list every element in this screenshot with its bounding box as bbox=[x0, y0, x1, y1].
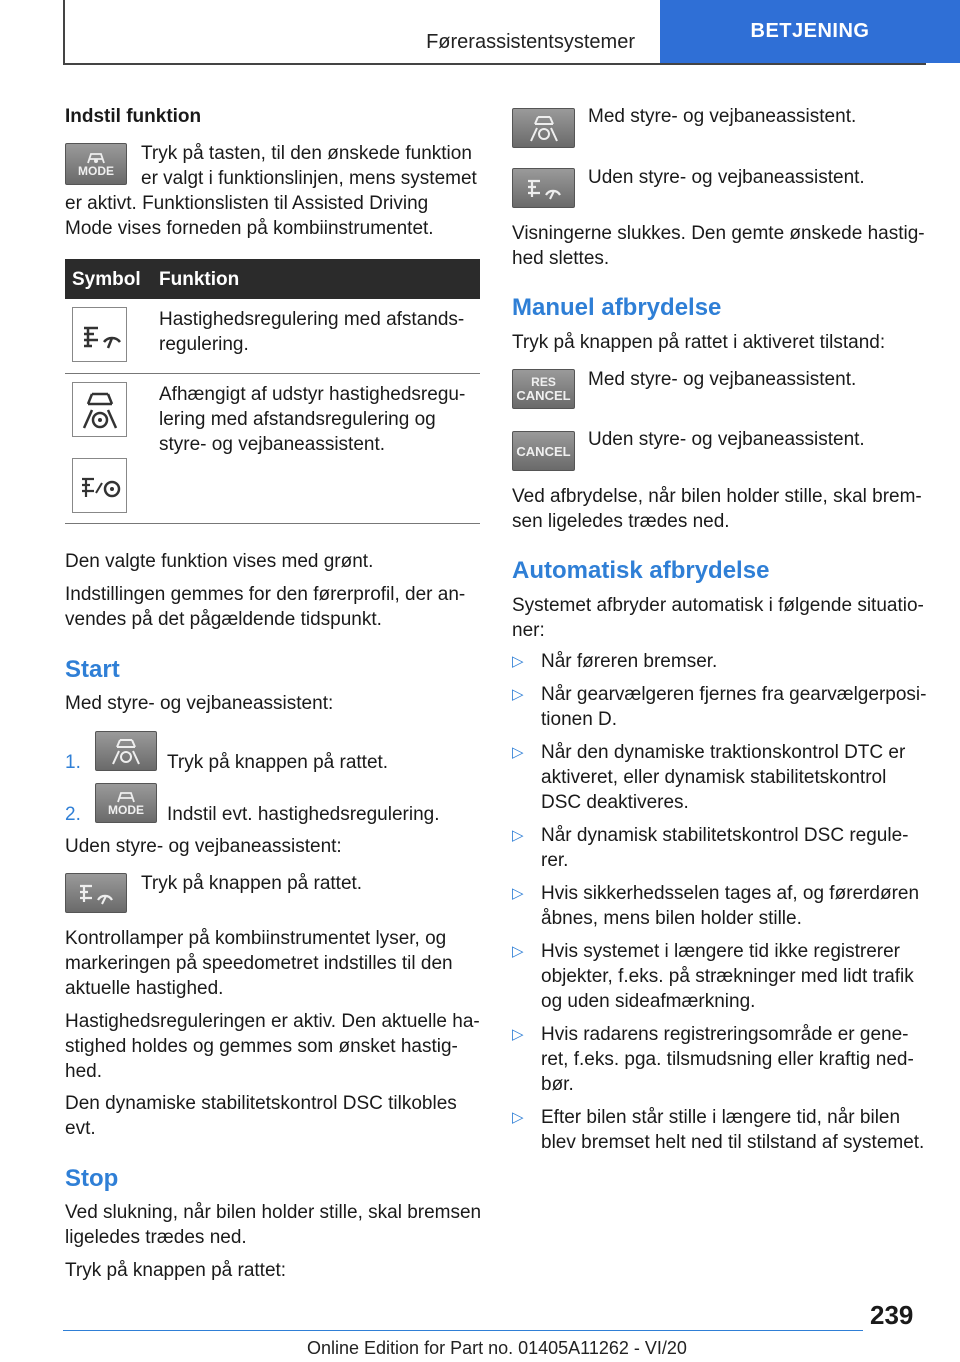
list-item-text: Når dynamisk stabilitetskontrol DSC regule- bbox=[541, 825, 909, 846]
dsc-text-l2: evt. bbox=[65, 1118, 96, 1139]
ved-text-l2: sen ligeledes trædes ned. bbox=[512, 511, 730, 532]
list-item-text: åbnes, mens bilen holder stille. bbox=[541, 908, 802, 929]
acc-button-icon-2 bbox=[512, 168, 575, 208]
car-lane-icon bbox=[113, 790, 139, 804]
list-item-text: rer. bbox=[541, 850, 569, 871]
visning-text-l1: Visningerne slukkes. Den gemte ønskede hastig- bbox=[512, 223, 925, 244]
page-number: 239 bbox=[870, 1300, 914, 1330]
manuel-heading: Manuel afbrydelse bbox=[512, 294, 722, 321]
stop-heading: Stop bbox=[65, 1165, 119, 1192]
list-item-text: objekter, f.eks. på strækninger med lidt trafik bbox=[541, 966, 914, 987]
uden-text-right: Uden styre- og vejbaneassistent. bbox=[588, 167, 865, 188]
bullet-triangle-icon: ▷ bbox=[512, 1026, 524, 1043]
indstil-text-line4: Mode vises forneden på kombiinstrumentet. bbox=[65, 218, 434, 239]
auto-heading: Automatisk afbrydelse bbox=[512, 557, 770, 584]
list-item-text: tionen D. bbox=[541, 709, 618, 730]
auto-text-l2: ner: bbox=[512, 620, 545, 641]
stop-text-l2: ligeledes trædes ned. bbox=[65, 1227, 247, 1248]
profile-text-l1: Indstillingen gemmes for den førerprofil, der an- bbox=[65, 584, 466, 605]
kontrol-text-l1: Kontrollamper på kombiinstrumentet lyser, og bbox=[65, 928, 447, 949]
table-col-symbol: Symbol bbox=[72, 269, 141, 290]
edition-text: Online Edition for Part no. 01405A11262 - VI/20 bbox=[307, 1338, 687, 1358]
list-item-text: Hvis systemet i længere tid ikke registrerer bbox=[541, 941, 900, 962]
list-item-text: ret, f.eks. pga. tilsmudsning eller kraftig ned- bbox=[541, 1049, 914, 1070]
bullet-triangle-icon: ▷ bbox=[512, 827, 524, 844]
kontrol-text-l3: aktuelle hastighed. bbox=[65, 978, 224, 999]
step1-text: Tryk på knappen på rattet. bbox=[167, 752, 389, 773]
acc-steering-symbol-icon bbox=[72, 458, 127, 513]
list-item-text: bør. bbox=[541, 1074, 574, 1095]
table-row1-text-l1: Hastighedsregulering med afstands- bbox=[159, 309, 465, 330]
list-item-text: Når gearvælgeren fjernes fra gearvælgerposi- bbox=[541, 684, 927, 705]
bullet-triangle-icon: ▷ bbox=[512, 653, 524, 670]
indstil-heading: Indstil funktion bbox=[65, 106, 202, 127]
manuel-intro: Tryk på knappen på rattet i aktiveret tilstand: bbox=[512, 332, 886, 353]
profile-text-l2: vendes på det pågældende tidspunkt. bbox=[65, 609, 382, 630]
green-info-text: Den valgte funktion vises med grønt. bbox=[65, 551, 374, 572]
table-row1-text-l2: regulering. bbox=[159, 334, 249, 355]
step2-text: Indstil evt. hastighedsregulering. bbox=[167, 804, 440, 825]
lane-assist-button-icon-2 bbox=[512, 108, 575, 148]
ved-text-l1: Ved afbrydelse, når bilen holder stille, skal brem- bbox=[512, 486, 922, 507]
list-item-text: blev bremset helt ned til stilstand af systemet. bbox=[541, 1132, 925, 1153]
indstil-text-line2: er valgt i funktionslinjen, mens systemet bbox=[141, 168, 477, 189]
table-row2-text-l3: styre- og vejbaneassistent. bbox=[159, 434, 386, 455]
bullet-triangle-icon: ▷ bbox=[512, 1109, 524, 1126]
med-text: Med styre- og vejbaneassistent. bbox=[588, 106, 857, 127]
list-item-text: Når føreren bremser. bbox=[541, 651, 718, 672]
step2-number: 2. bbox=[65, 804, 81, 825]
list-item-text: Hvis radarens registreringsområde er gene- bbox=[541, 1024, 909, 1045]
list-item-text: Når den dynamiske traktionskontrol DTC er bbox=[541, 742, 906, 763]
table-col-funktion: Funktion bbox=[159, 269, 240, 290]
bullet-triangle-icon: ▷ bbox=[512, 744, 524, 761]
table-row2-text-l2: lering med afstandsregulering og bbox=[159, 409, 436, 430]
car-lane-icon bbox=[83, 151, 109, 165]
header-rule bbox=[63, 63, 926, 65]
table-row-divider bbox=[65, 373, 480, 374]
indstil-text-line1: Tryk på tasten, til den ønskede funktion bbox=[141, 143, 472, 164]
chapter-tab: BETJENING bbox=[660, 0, 960, 63]
list-item-text: Hvis sikkerhedsselen tages af, og førerdøren bbox=[541, 883, 920, 904]
mode-button-icon-2: MODE bbox=[95, 783, 157, 823]
start-heading: Start bbox=[65, 656, 120, 683]
header-divider bbox=[63, 0, 65, 65]
med-text-2: Med styre- og vejbaneassistent. bbox=[588, 369, 857, 390]
acc-button-icon bbox=[65, 873, 127, 913]
list-item-text: DSC deaktiveres. bbox=[541, 792, 689, 813]
visning-text-l2: hed slettes. bbox=[512, 248, 610, 269]
cancel-button-icon: CANCEL bbox=[512, 431, 575, 471]
list-item-text: Efter bilen står stille i længere tid, når bilen bbox=[541, 1107, 901, 1128]
acc-symbol-icon bbox=[72, 307, 127, 362]
res-cancel-button-icon: RES CANCEL bbox=[512, 369, 575, 409]
hast-text-l1: Hastighedsreguleringen er aktiv. Den aktuelle ha- bbox=[65, 1011, 480, 1032]
table-row2-text-l1: Afhængigt af udstyr hastighedsregu- bbox=[159, 384, 466, 405]
bullet-triangle-icon: ▷ bbox=[512, 686, 524, 703]
auto-text-l1: Systemet afbryder automatisk i følgende situatio- bbox=[512, 595, 924, 616]
hast-text-l3: hed. bbox=[65, 1061, 102, 1082]
dsc-text-l1: Den dynamiske stabilitetskontrol DSC tilkobles bbox=[65, 1093, 457, 1114]
lane-assist-symbol-icon bbox=[72, 382, 127, 437]
bullet-triangle-icon: ▷ bbox=[512, 885, 524, 902]
table-bottom-rule bbox=[65, 523, 480, 524]
bullet-triangle-icon: ▷ bbox=[512, 943, 524, 960]
step1-number: 1. bbox=[65, 752, 81, 773]
uden-text-2: Uden styre- og vejbaneassistent. bbox=[588, 429, 865, 450]
mode-button-icon: MODE bbox=[65, 143, 127, 185]
list-item-text: og uden sideafmærkning. bbox=[541, 991, 756, 1012]
list-item-text: aktiveret, eller dynamisk stabilitetskontrol bbox=[541, 767, 887, 788]
lane-assist-button-icon bbox=[95, 731, 157, 771]
stop-text-l1: Ved slukning, når bilen holder stille, skal bremsen bbox=[65, 1202, 482, 1223]
page-section-title: Førerassistentsystemer bbox=[426, 31, 635, 53]
hast-text-l2: stighed holdes og gemmes som ønsket hastig- bbox=[65, 1036, 458, 1057]
stop-text-l3: Tryk på knappen på rattet: bbox=[65, 1260, 287, 1281]
function-table-header bbox=[65, 259, 480, 299]
indstil-text-line3: er aktivt. Funktionslisten til Assisted Driving bbox=[65, 193, 429, 214]
uden-intro: Uden styre- og vejbaneassistent: bbox=[65, 836, 342, 857]
start-intro: Med styre- og vejbaneassistent: bbox=[65, 693, 334, 714]
kontrol-text-l2: markeringen på speedometret indstilles til den bbox=[65, 953, 453, 974]
uden-text: Tryk på knappen på rattet. bbox=[141, 873, 363, 894]
footer-rule bbox=[63, 1330, 863, 1331]
